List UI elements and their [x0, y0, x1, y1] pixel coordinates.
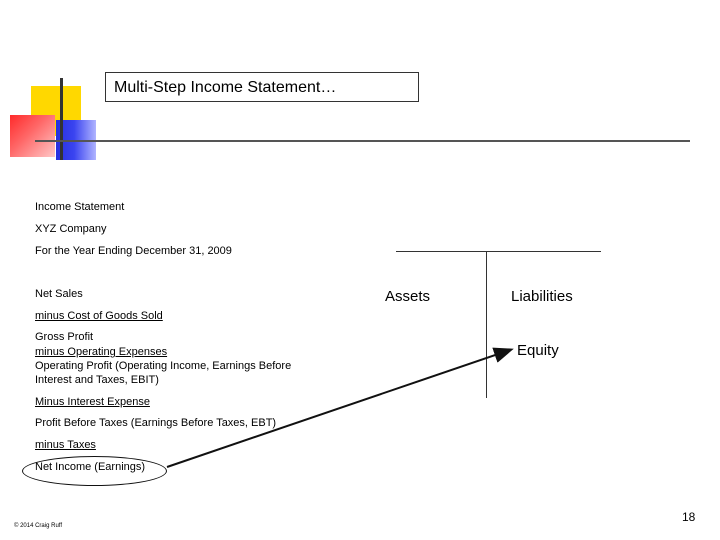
page-number: 18: [682, 510, 696, 524]
line-gross-profit: Gross Profit: [35, 331, 94, 343]
statement-heading: Income Statement: [35, 201, 125, 213]
line-profit-before-taxes: Profit Before Taxes (Earnings Before Taxes, EBT): [35, 417, 277, 429]
line-minus-operating-expenses: minus Operating Expenses: [35, 346, 168, 358]
line-minus-cogs: minus Cost of Goods Sold: [35, 310, 163, 322]
t-account-liabilities: Liabilities: [511, 288, 573, 305]
copyright-notice: © 2014 Craig Ruff: [14, 523, 63, 529]
line-net-income: Net Income (Earnings): [35, 461, 146, 473]
t-account-equity: Equity: [517, 342, 559, 359]
statement-period: For the Year Ending December 31, 2009: [35, 245, 232, 257]
line-minus-taxes: minus Taxes: [35, 439, 96, 451]
line-minus-interest: Minus Interest Expense: [35, 396, 150, 408]
line-net-sales: Net Sales: [35, 288, 83, 300]
statement-company: XYZ Company: [35, 223, 107, 235]
line-operating-profit-cont: Interest and Taxes, EBIT): [35, 374, 159, 386]
t-account-assets: Assets: [385, 288, 431, 305]
line-operating-profit: Operating Profit (Operating Income, Earnings Before: [35, 360, 292, 372]
slide-title: Multi-Step Income Statement…: [105, 72, 419, 102]
